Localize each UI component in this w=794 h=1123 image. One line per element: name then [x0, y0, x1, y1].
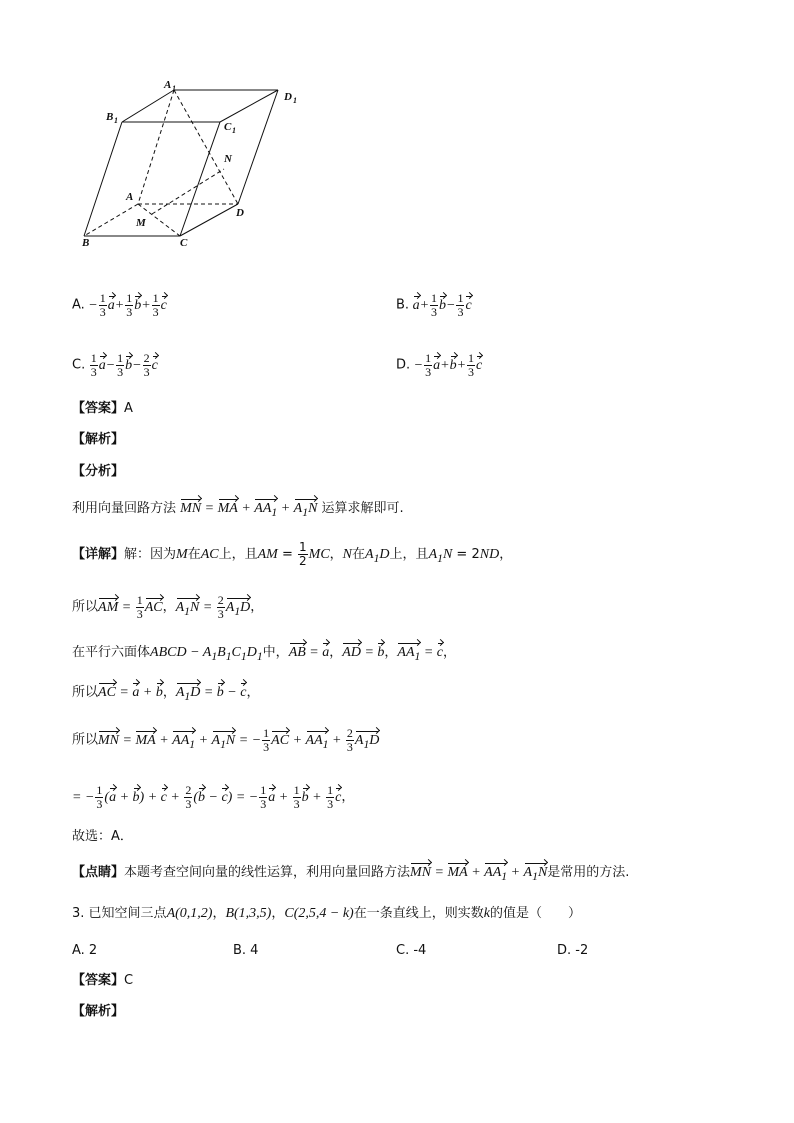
jiexi-heading-2: 【解析】 [72, 1004, 125, 1019]
fenxi-text: 利用向量回路方法 MN = MA + $AA_1 + A_1N$ 运算求解即可. [72, 501, 404, 519]
label-D: D [236, 207, 244, 219]
q3-option-d[interactable]: D. -2 [557, 943, 589, 958]
label-A: A [126, 191, 134, 203]
dianjing-line: 【点睛】本题考查空间向量的线性运算，利用向量回路方法MN = MA + $AA_1 + A_1N$是常用的方法. [72, 865, 630, 883]
svg-text:1: 1 [172, 84, 176, 93]
label-C: C [180, 237, 188, 249]
parallelepiped-figure [74, 74, 314, 254]
option-b[interactable]: B. a+ $\frac{1}{3}$ b− $\frac{1}{3}$ c [396, 291, 472, 319]
option-d[interactable]: D. − $\frac{1}{3}$ a+b+ $\frac{1}{3}$ c [396, 351, 483, 379]
jiexi-heading: 【解析】 [72, 432, 125, 447]
label-M: M [136, 217, 146, 229]
guxuan-line: 故选：A． [72, 829, 133, 844]
label-D1: D [284, 91, 292, 103]
answer3-line: 【答案】C [72, 973, 134, 988]
suoyi-line-3: 所以MN = MA + $AA_1 + A_1N$ = − $\frac{1}{3}$ AC + $AA_1$ + $\frac{2}{3}$ $A_1D$ [72, 726, 380, 754]
suoyi-line-1: 所以AM = $\frac{1}{3}$ AC，$A_1N$ = $\frac{2}{3}$ $A_1D$， [72, 593, 264, 621]
label-B1: B [106, 111, 114, 123]
parallelepiped-diagram [74, 74, 314, 254]
label-B: B [82, 237, 90, 249]
q3-option-c[interactable]: C. -4 [396, 943, 427, 958]
option-c[interactable]: C. $\frac{1}{3}$ a− $\frac{1}{3}$ b− $\frac{2}{3}$ c [72, 351, 158, 379]
label-A1: A [164, 79, 172, 91]
svg-text:1: 1 [293, 96, 297, 105]
option-a[interactable]: A. − $\frac{1}{3}$ a+ $\frac{1}{3}$ b+ $\frac{1}{3}$ c [72, 291, 167, 319]
fenxi-heading: 【分析】 [72, 464, 125, 479]
zai-line: 在平行六面体ABCD − $A_1B_1C_1D_1$中，AB = a，AD = b，$AA_1 = c$， [72, 645, 457, 663]
svg-text:1: 1 [114, 116, 118, 125]
label-C1: C [224, 121, 232, 133]
result-line: = − $\frac{1}{3}$ (a + b) + c + $\frac{2}{3}$ (b − c) = − $\frac{1}{3}$ a + $\frac{1}{3}$ b + $\frac{1}{3}$ c， [72, 783, 355, 811]
label-N: N [224, 153, 232, 165]
suoyi-line-2: 所以AC = a + b，$A_1D = b - c$， [72, 685, 260, 703]
q3-option-a[interactable]: A. 2 [72, 943, 98, 958]
q3-option-b[interactable]: B. 4 [233, 943, 259, 958]
detail-line: 【详解】解：因为M在AC上，且AM = $\frac{1}{2}$ MC，N在$A_1D$上，且$A_1N = 2ND$， [72, 540, 513, 568]
question-3: 3. 已知空间三点A(0,1,2)，B(1,3,5)，C(2,5,4 − k)在一条直线上，则实数k的值是（ ） [72, 906, 581, 921]
svg-text:1: 1 [232, 126, 236, 135]
answer-line: 【答案】A [72, 401, 133, 416]
